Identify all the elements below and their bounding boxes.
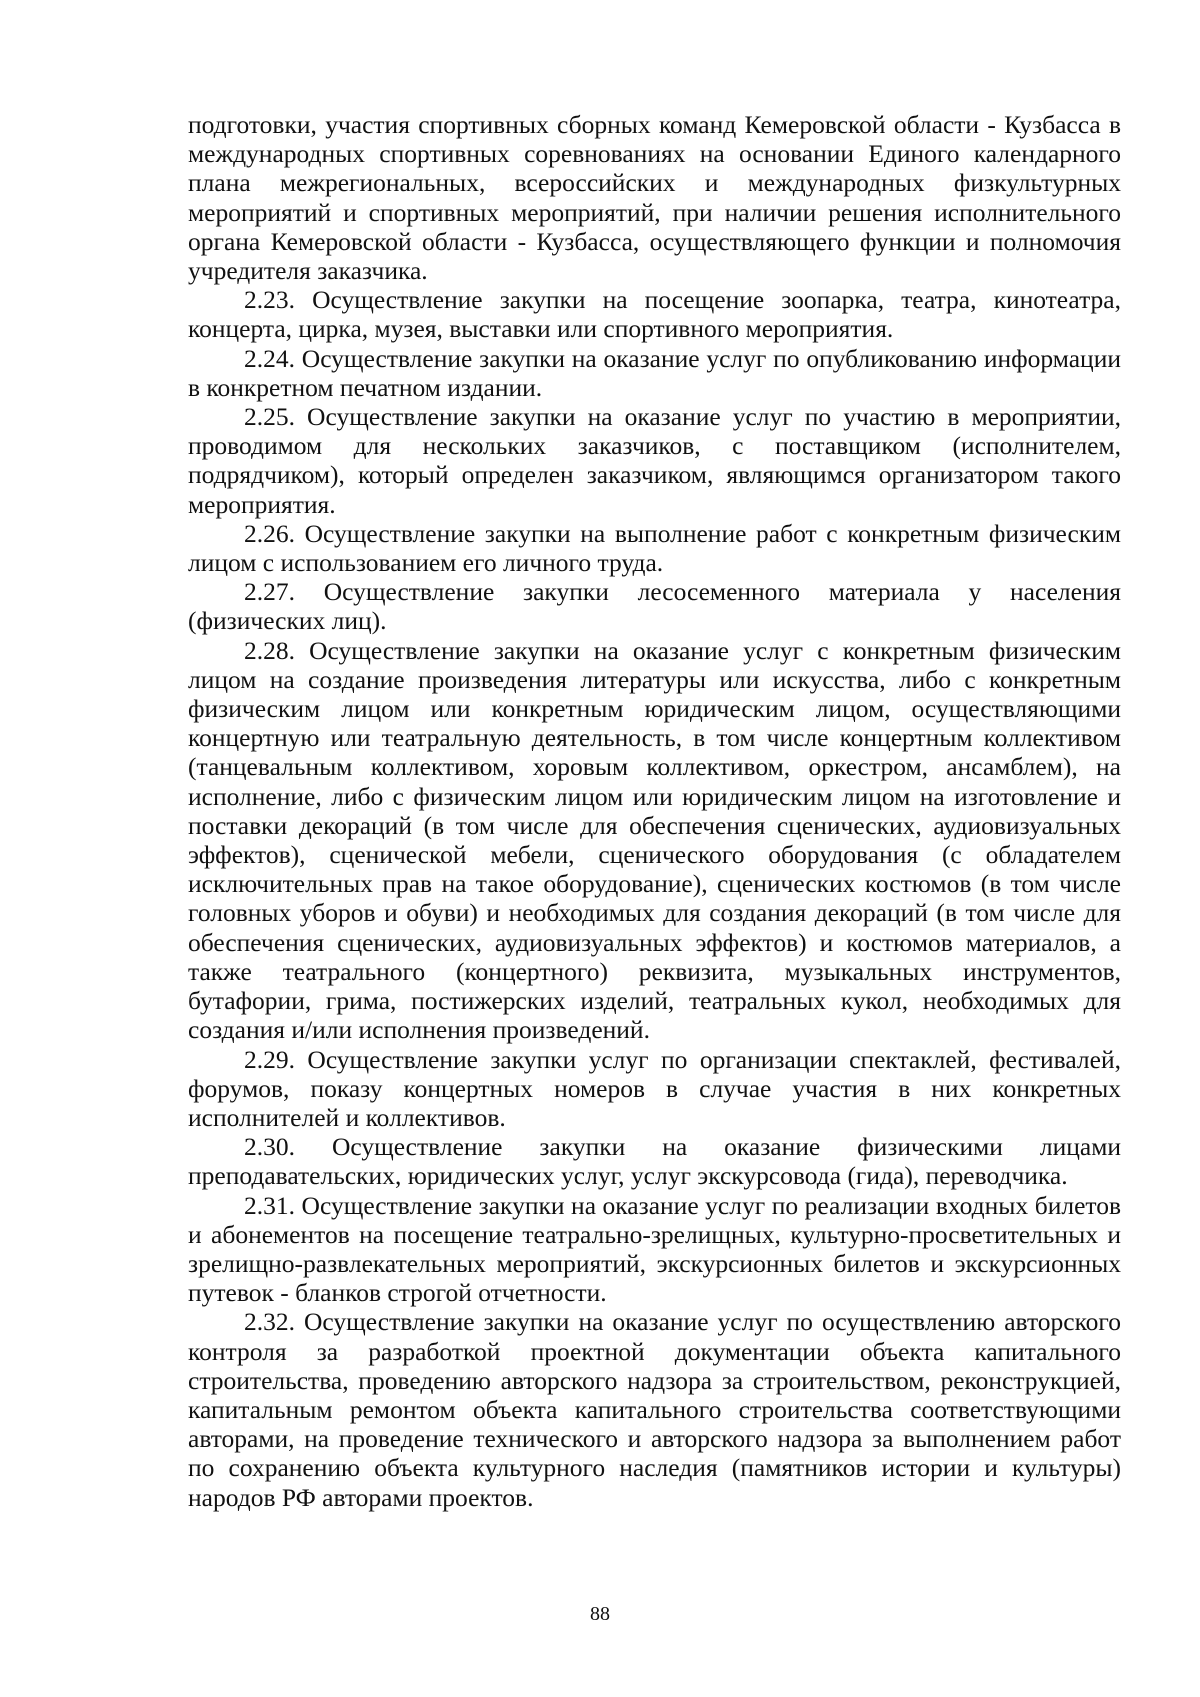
paragraph-continuation: подготовки, участия спортивных сборных команд Кемеровской области - Кузбасса в международных спортивных соревнованиях на основании Единого календарного плана межрегиональных, всероссийских и международных физкультурных мероприятий и спортивных мероприятий, при наличии решения исполнительного органа Кемеровской области - Кузбасса, осуществляющего функции и полномочия учредителя заказчика.	[188, 110, 1121, 286]
paragraph-2-26: 2.26. Осуществление закупки на выполнение работ с конкретным физическим лицом с использованием его личного труда.	[188, 518, 1121, 578]
paragraph-2-29: 2.29. Осуществление закупки услуг по организации спектаклей, фестивалей, форумов, показу концертных номеров в случае участия в них конкретных исполнителей и коллективов.	[188, 1044, 1121, 1132]
paragraph-2-25: 2.25. Осуществление закупки на оказание услуг по участию в мероприятии, проводимом для нескольких заказчиков, с поставщиком (исполнителем, подрядчиком), который определен заказчиком, являющимся организатором такого мероприятия.	[188, 402, 1121, 519]
document-body	[188, 110, 1121, 1512]
paragraph-2-30: 2.30. Осуществление закупки на оказание физическими лицами преподавательских, юридических услуг, услуг экскурсовода (гида), переводчика.	[188, 1132, 1121, 1191]
paragraph-2-24: 2.24. Осуществление закупки на оказание услуг по опубликованию информации в конкретном печатном издании.	[188, 343, 1121, 402]
paragraph-2-27: 2.27. Осуществление закупки лесосеменного материала у населения (физических лиц).	[188, 577, 1121, 636]
paragraph-2-32: 2.32. Осуществление закупки на оказание услуг по осуществлению авторского контроля за разработкой проектной документации объекта капитального строительства, проведению авторского надзора за строительством, реконструкцией, капитальным ремонтом объекта капитального строительства соответствующими авторами, на проведение технического и авторского надзора за выполнением работ по сохранению объекта культурного наследия (памятников истории и культуры) народов РФ авторами проектов.	[188, 1307, 1121, 1512]
paragraph-2-31: 2.31. Осуществление закупки на оказание услуг по реализации входных билетов и абонементов на посещение театрально-зрелищных, культурно-просветительных и зрелищно-развлекательных мероприятий, экскурсионных билетов и экскурсионных путевок - бланков строгой отчетности.	[188, 1190, 1121, 1308]
paragraph-2-28: 2.28. Осуществление закупки на оказание услуг с конкретным физическим лицом на создание произведения литературы или искусства, либо с конкретным физическим лицом или конкретным юридическим лицом, осуществляющими концертную или театральную деятельность, в том числе концертным коллективом (танцевальным коллективом, хоровым коллективом, оркестром, ансамблем), на исполнение, либо с физическим лицом или юридическим лицом на изготовление и поставки декораций (в том числе для обеспечения сценических, аудиовизуальных эффектов), сценической мебели, сценического оборудования (с обладателем исключительных прав на такое оборудование), сценических костюмов (в том числе головных уборов и обуви) и необходимых для создания декораций (в том числе для обеспечения сценических, аудиовизуальных эффектов) и костюмов материалов, а также театрального (концертного) реквизита, музыкальных инструментов, бутафории, грима, постижерских изделий, театральных кукол, необходимых для создания и/или исполнения произведений.	[188, 635, 1121, 1045]
paragraph-2-23: 2.23. Осуществление закупки на посещение зоопарка, театра, кинотеатра, концерта, цирка, музея, выставки или спортивного мероприятия.	[188, 285, 1121, 344]
page-number: 88	[590, 1603, 610, 1625]
